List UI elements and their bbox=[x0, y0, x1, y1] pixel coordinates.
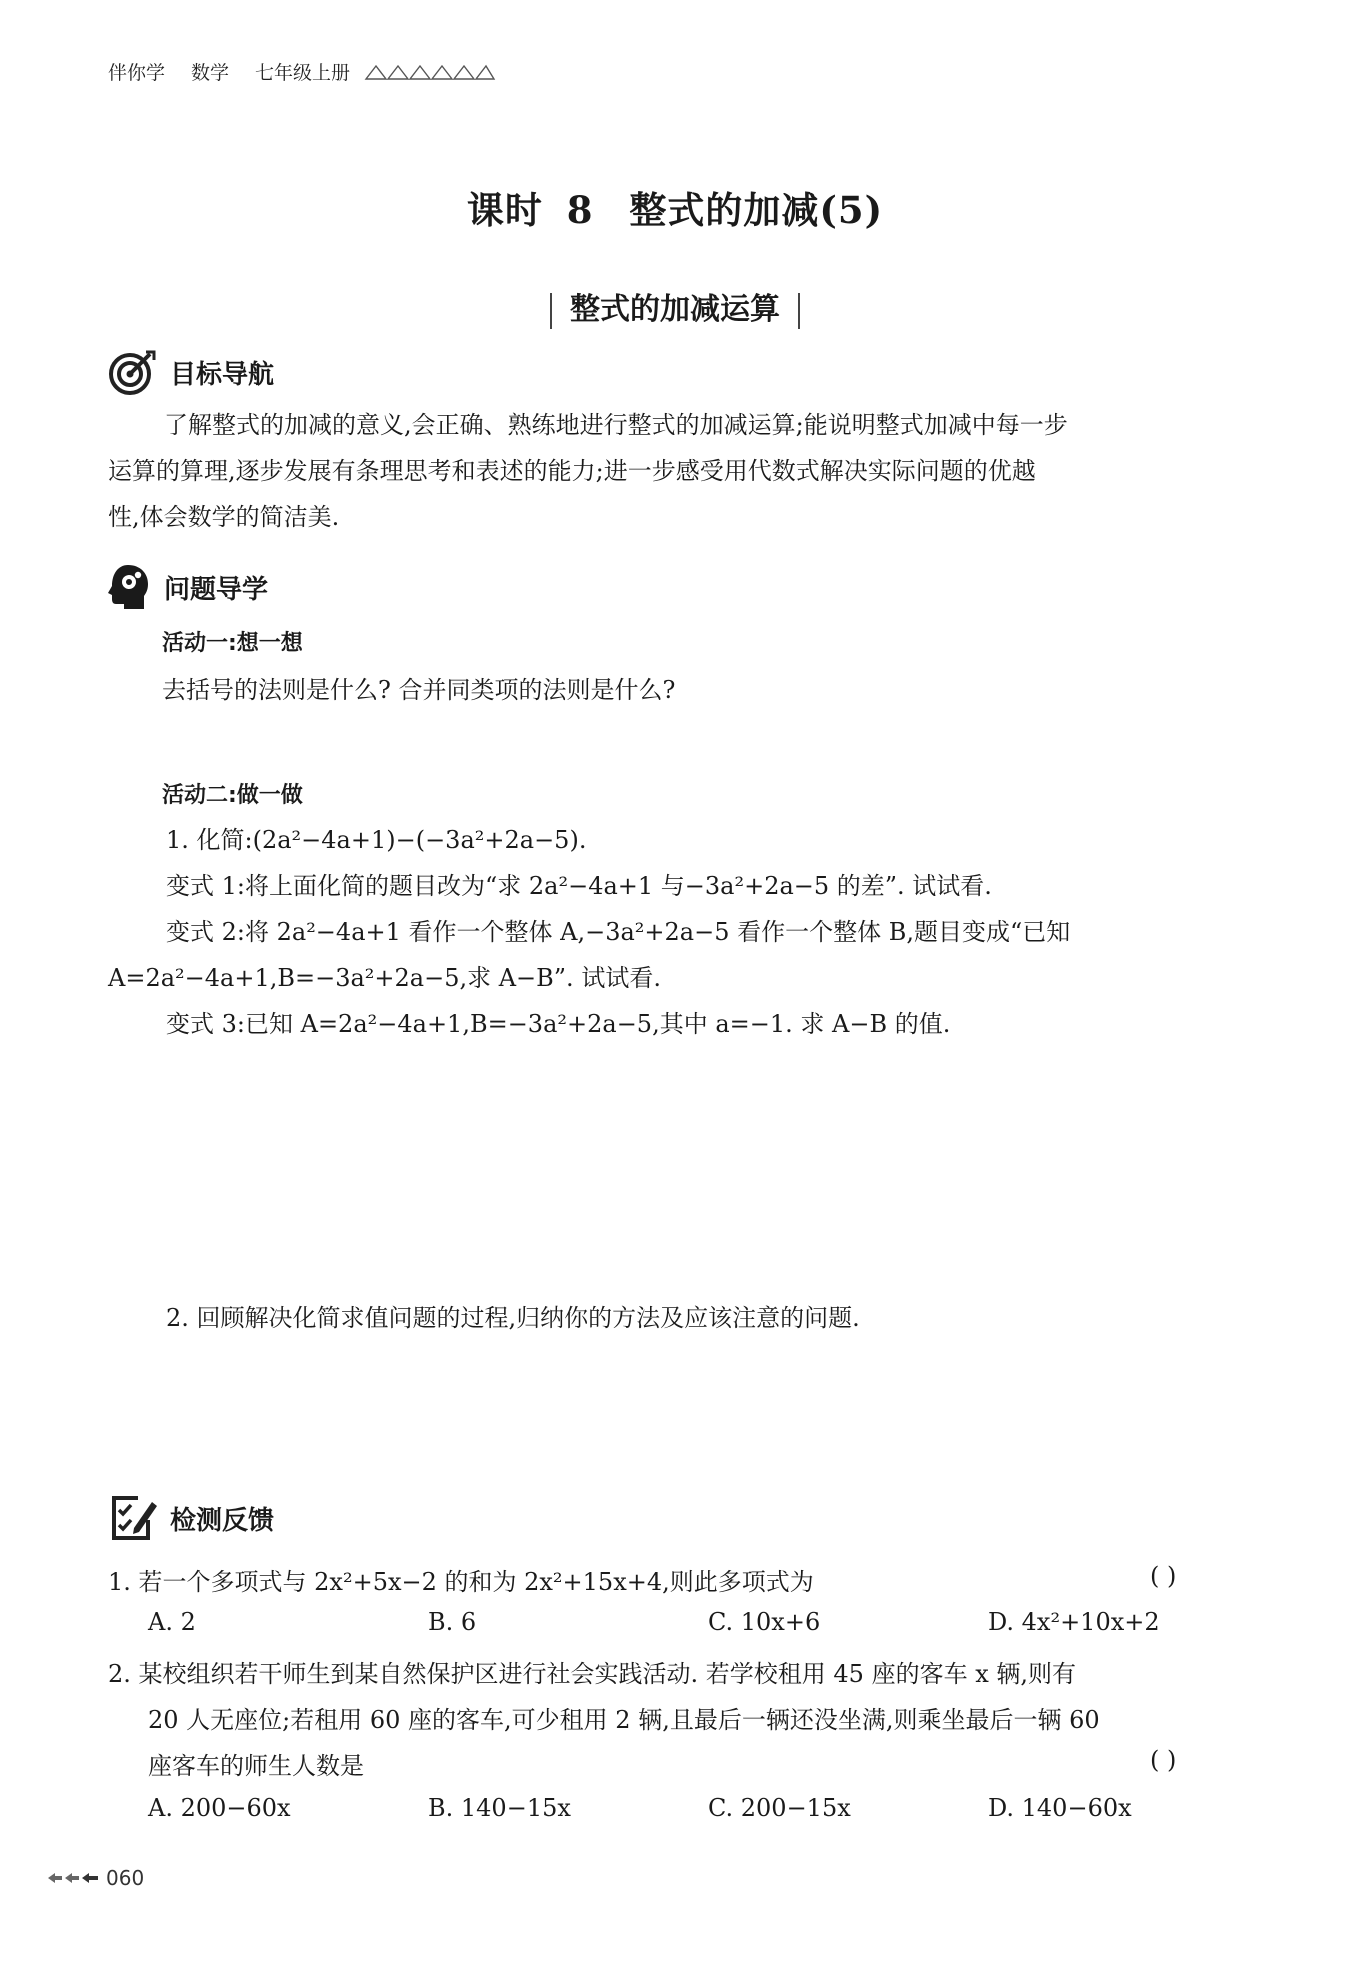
activity1-title: 活动一:想一想 bbox=[162, 631, 303, 656]
feedback-heading-text: 检测反馈 bbox=[170, 1505, 275, 1536]
option-b: B. 6 bbox=[428, 1608, 477, 1636]
checklist-pen-icon bbox=[108, 1494, 158, 1542]
goals-line: 性,体会数学的简洁美. bbox=[108, 503, 340, 531]
header-subject: 数学 bbox=[191, 62, 230, 84]
feedback-q1-answer-blank: ( ) bbox=[1150, 1562, 1177, 1590]
option-d: D. 4x²+10x+2 bbox=[988, 1608, 1160, 1636]
lesson-label: 课时 bbox=[466, 188, 543, 232]
triangle-decoration-icon bbox=[364, 63, 496, 81]
goals-heading-text: 目标导航 bbox=[170, 359, 275, 390]
goals-line: 运算的算理,逐步发展有条理思考和表述的能力;进一步感受用代数式解决实际问题的优越 bbox=[108, 457, 1036, 485]
activity2-problem: 1. 化简:(2a²−4a+1)−(−3a²+2a−5). bbox=[166, 826, 587, 854]
goals-line: 了解整式的加减的意义,会正确、熟练地进行整式的加减运算;能说明整式加减中每一步 bbox=[164, 411, 1068, 439]
feedback-q1-stem: 1. 若一个多项式与 2x²+5x−2 的和为 2x²+15x+4,则此多项式为 bbox=[108, 1568, 814, 1596]
subtitle-text: 整式的加减运算 bbox=[570, 292, 780, 327]
option-c: C. 200−15x bbox=[708, 1794, 851, 1822]
section-subtitle bbox=[0, 284, 1350, 329]
lesson-topic: 整式的加减(5) bbox=[629, 188, 884, 232]
option-c: C. 10x+6 bbox=[708, 1608, 821, 1636]
target-icon bbox=[106, 348, 158, 396]
guide-question-2: 2. 回顾解决化简求值问题的过程,归纳你的方法及应该注意的问题. bbox=[166, 1304, 860, 1332]
activity2-title: 活动二:做一做 bbox=[162, 783, 303, 808]
page-header bbox=[108, 58, 496, 85]
guide-heading bbox=[106, 562, 268, 612]
subtitle-right-bar bbox=[798, 293, 800, 329]
feedback-q2-line: 2. 某校组织若干师生到某自然保护区进行社会实践活动. 若学校租用 45 座的客车 x 辆,则有 bbox=[108, 1660, 1077, 1688]
option-a: A. 2 bbox=[148, 1608, 196, 1636]
option-d: D. 140−60x bbox=[988, 1794, 1132, 1822]
header-series: 伴你学 bbox=[108, 62, 166, 84]
feedback-q2-options bbox=[148, 1794, 1268, 1822]
variant-3: 变式 3:已知 A=2a²−4a+1,B=−3a²+2a−5,其中 a=−1. 求 A−B 的值. bbox=[166, 1010, 951, 1038]
page-footer bbox=[46, 1866, 144, 1890]
arrows-icon bbox=[46, 1871, 100, 1885]
variant-2-cont: A=2a²−4a+1,B=−3a²+2a−5,求 A−B”. 试试看. bbox=[108, 964, 661, 992]
goals-paragraph bbox=[108, 402, 1238, 540]
option-a: A. 200−60x bbox=[148, 1794, 291, 1822]
feedback-q2-answer-blank: ( ) bbox=[1150, 1746, 1177, 1774]
variant-2: 变式 2:将 2a²−4a+1 看作一个整体 A,−3a²+2a−5 看作一个整体 B,题目变成“已知 bbox=[166, 918, 1071, 946]
page-number: 060 bbox=[106, 1866, 145, 1890]
subtitle-left-bar bbox=[550, 293, 552, 329]
feedback-q1-options bbox=[148, 1608, 1268, 1636]
feedback-q2-line: 座客车的师生人数是 bbox=[148, 1752, 364, 1780]
variant-1: 变式 1:将上面化简的题目改为“求 2a²−4a+1 与−3a²+2a−5 的差”. 试试看. bbox=[166, 872, 992, 900]
activity1-text: 去括号的法则是什么? 合并同类项的法则是什么? bbox=[162, 676, 676, 704]
feedback-heading bbox=[108, 1494, 274, 1542]
option-b: B. 140−15x bbox=[428, 1794, 571, 1822]
feedback-q2-line: 20 人无座位;若租用 60 座的客车,可少租用 2 辆,且最后一辆还没坐满,则乘坐最后一辆 60 bbox=[148, 1706, 1100, 1734]
lesson-number: 8 bbox=[566, 188, 594, 232]
goals-heading bbox=[106, 348, 274, 396]
guide-heading-text: 问题导学 bbox=[164, 574, 269, 605]
head-gear-icon bbox=[106, 562, 152, 612]
header-grade: 七年级上册 bbox=[255, 62, 351, 84]
lesson-title bbox=[0, 180, 1350, 234]
